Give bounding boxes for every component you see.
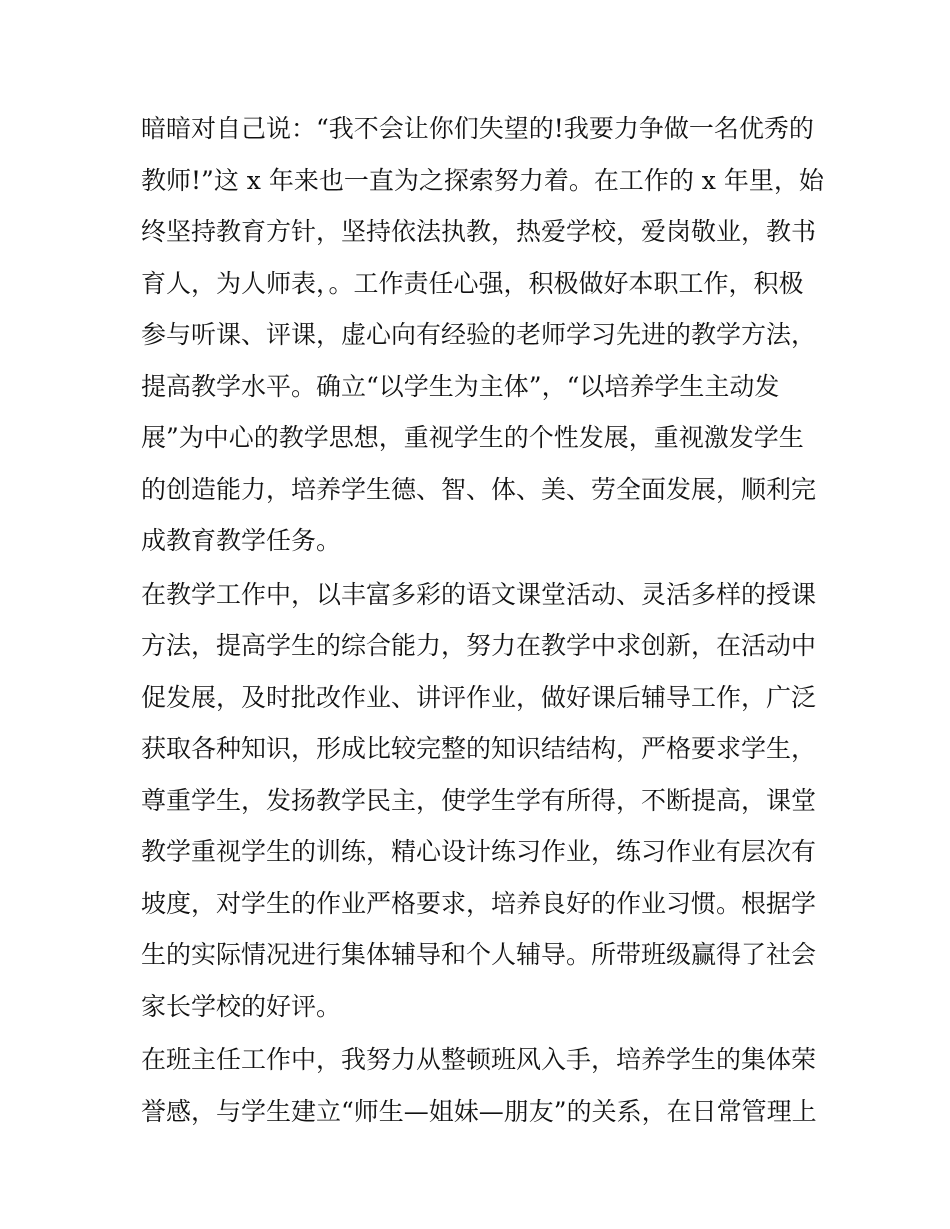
text-line: 家长学校的好评。 — [141, 991, 342, 1021]
text-line: 教师!”这 x 年来也一直为之探索努力着。在工作的 x 年里，始 — [141, 165, 824, 195]
text-line: 参与听课、评课，虚心向有经验的老师学习先进的教学方法， — [141, 320, 817, 349]
text-line: 尊重学生，发扬教学民主，使学生学有所得，不断提高，课堂 — [141, 785, 817, 815]
text-line: 提高教学水平。确立“以学生为主体”，“以培养学生主动发 — [141, 371, 780, 401]
text-line: 坡度，对学生的作业严格要求，培养良好的作业习惯。根据学 — [141, 888, 817, 918]
text-line: 誉感，与学生建立“师生—姐妹—朋友”的关系，在日常管理上 — [141, 1096, 817, 1126]
text-line: 的创造能力，培养学生德、智、体、美、劳全面发展，顺利完 — [141, 474, 817, 504]
paragraph-2 — [141, 569, 821, 1033]
text-line: 育人，为人师表，。工作责任心强，积极做好本职工作，积极 — [141, 268, 804, 298]
text-line: 展”为中心的教学思想，重视学生的个性发展，重视激发学生 — [141, 423, 804, 452]
text-line: 终坚持教育方针，坚持依法执教，热爱学校，爱岗敬业，教书 — [141, 217, 817, 246]
text-line: 生的实际情况进行集体辅导和个人辅导。所带班级赢得了社会 — [141, 940, 817, 969]
paragraph-1 — [141, 103, 824, 567]
text-line: 在班主任工作中，我努力从整顿班风入手，培养学生的集体荣 — [141, 1045, 817, 1074]
paragraph-3 — [141, 1034, 821, 1137]
text-line: 教学重视学生的训练，精心设计练习作业，练习作业有层次有 — [141, 837, 817, 866]
text-line: 在教学工作中，以丰富多彩的语文课堂活动、灵活多样的授课 — [141, 579, 817, 609]
text-line: 暗暗对自己说：“我不会让你们失望的!我要力争做一名优秀的 — [141, 114, 814, 143]
text-line: 促发展，及时批改作业、讲评作业，做好课后辅导工作，广泛 — [141, 682, 817, 712]
text-line: 获取各种知识，形成比较完整的知识结结构，严格要求学生， — [141, 734, 817, 763]
document-body — [141, 103, 824, 1137]
text-line: 方法，提高学生的综合能力，努力在教学中求创新，在活动中 — [141, 631, 817, 660]
text-line: 成教育教学任务。 — [141, 526, 342, 555]
